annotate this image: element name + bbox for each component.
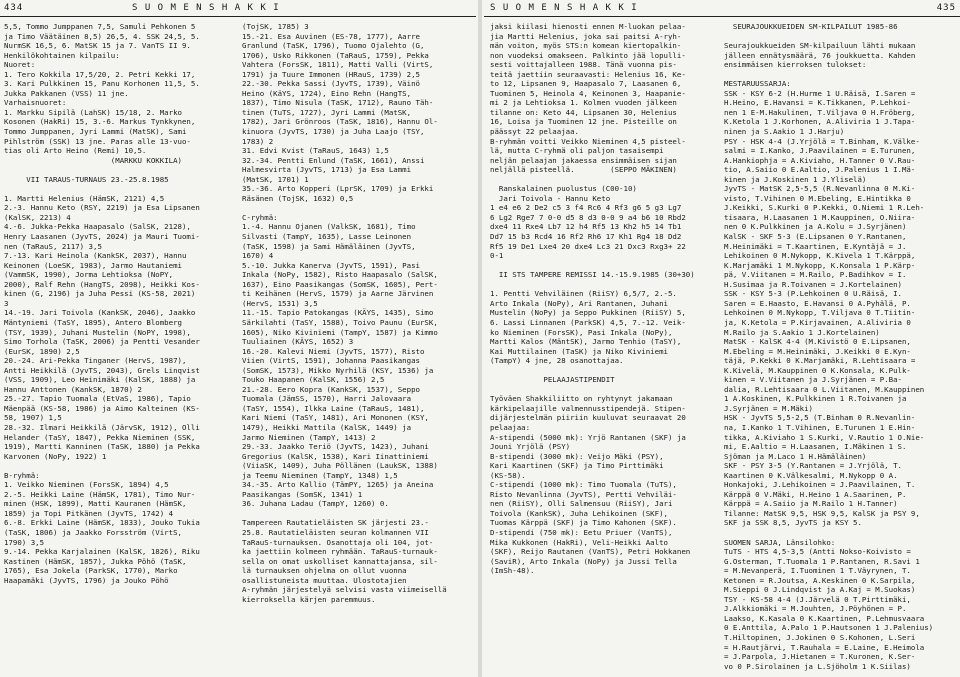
text-line: 20.-24. Ari-Pekka Tinganer (HervS, 1987), [4,356,187,366]
text-line: ja Timo Väätäinen 8,5) 26,5, 4. SSK 24,5, 5. [4,31,200,41]
text-line: nen (TaRauS, 2117) 3,5 [4,241,102,251]
text-line: tio, A.Saiio 0 E.Aaltio, J.Palenius 1 I.Mä- [724,165,916,175]
text-line [490,261,718,271]
text-line: 1791) ja Tuure Immonen (HRauS, 1739) 2,5 [242,69,420,79]
text-line: Henry Laasanen (JyvTS, 2024) ja Mauri Tuomi- [4,232,200,242]
text-line: 4.-6. Jukka-Pekka Haapasalo (SalSK, 2128), [4,222,191,232]
text-line [242,203,474,213]
text-line: Simo Torhola (TaSK, 2006) ja Pentti Vesander [4,337,200,347]
text-line: Risto Nevanlinna (JyvTS), Pertti Vehviläi- [490,489,677,499]
text-line: 1706), Usko Rikkonen (TaRauS, 1759), Pekka [242,50,429,60]
text-line: Viien (VirtS, 1591), Johanna Paasikangas [242,356,420,366]
text-line: 21.-28. Eero Kopra (KankSK, 1537), Seppo [242,384,420,394]
text-line: 25.8. Rautatieläisten seuran kolmannen VII [242,527,429,537]
text-line: Jukka Pakkanen (VSS) 11 jne. [4,88,129,98]
text-line: PSY - HSK 4-4 (J.Yrjölä = T.Binham, K.Välke- [724,136,920,146]
text-line [242,509,474,519]
text-line: 2.-3. Hannu Keto (RSY, 2219) ja Esa Lipsanen [4,203,200,213]
text-line: Kosonen (HakRi) 15, 3.-6. Markus Tynkkynen, [4,117,196,127]
text-line: SSK - KSY 5-3 (P.Lehkoinen 0 U.Räisä, I. [724,289,902,299]
text-line: 1. Markku Sipilä (LahSK) 15/18, 2. Marko [4,107,182,117]
text-line: mi, E.Aaltio = H.Laasanen, I.Mäkinen 1 S. [724,442,907,452]
text-line: tisaara, H.Laasanen 1 M.Kauppinen, O.Niira- [724,212,916,222]
text-line: MESTARUUSSARJA: [724,79,791,89]
right-page-header [482,0,960,16]
text-line: Vahtera (ForsSK, 1811), Matti Valli (VirtS, [242,60,434,70]
text-line: Tuominen 5, Heinola 4, Keinonen 3, Haapanie- [490,88,686,98]
text-line: Keinonen (LoeSK, 1983), Jarmo Hautaniemi [4,260,182,270]
text-line: 15.-21. Esa Auvinen (ES-78, 1777), Aarre [242,31,420,41]
left-page-number: 434 [4,3,24,13]
text-line: NurmSK 16,5, 6. MatSK 15 ja 7. VanTS II 9. [4,41,191,51]
text-line: (VSS, 1909), Leo Heinimäki (KalSK, 1888) ja [4,375,196,385]
text-line: Kai Muttilainen (TaSK) ja Niko Kiviniemi [490,346,668,356]
text-line: 28.-32. Ilmari Heikkilä (JärvSK, 1912), Olli [4,422,200,432]
text-line: non vuodeksi omakseen. Palkinto jää lopulli- [490,50,686,60]
text-line: to 12, Lipsanen 9, Haapasalo 7, Laasanen 6, [490,79,682,89]
text-line: Hannu Anttonen (KankSK, 1870) 2 [4,384,142,394]
text-line: 29.-33. Jaakko Teriö (JyvTS, 1423), Juhani [242,442,429,452]
text-line: K.Kivelä, M.Kauppinen 0 K.Konsala, K.Pulk- [724,365,911,375]
text-line: ja, K.Ketola = P.Kirjavainen, A.Aliviria 0 [724,317,911,327]
text-line: (VammSK, 1990), Jorma Lehtioksa (NoPY, [4,270,174,280]
text-line: Halmesvirta (JyvTS, 1713) ja Esa Lammi [242,165,412,175]
text-line: (EurSK, 1890) 2,5 [4,346,80,356]
text-line: jia Martti Helenius, joka sai paitsi A-ryh- [490,31,682,41]
text-line: salmi = I.Kanko, J.Paavilainen = E.Turunen, [724,146,916,156]
text-line: Rf5 19 De1 Lxe4 20 dxe4 Lc3 21 Dxc3 Rxg3+ 22 [490,241,686,251]
left-page-header [0,0,478,16]
text-line: (ViiaSK, 1409), Juha Pöllänen (LaukSK, 1388) [242,461,438,471]
text-line: (TaSK, 1598) ja Sami Hämäläinen (JyvTS, [242,241,416,251]
text-line: (TaSK, 1806) ja Jaakko Forsström (VirtS, [4,527,182,537]
text-line: KalSK - SKF 5-3 (E.Lipsanen 0 Y.Rantanen, [724,232,907,242]
text-line: sella on omat uskolliset kannattajansa, sil- [242,556,438,566]
text-line: 5.-10. Jukka Kanerva (JyvTS, 1591), Pasi [242,260,420,270]
text-line [724,528,956,538]
text-line: Heino (KäYS, 1724), Eino Rehn (HangTS, [242,88,412,98]
text-line: kärkipelaajille valmennusstipendejä. Stipen- [490,403,686,413]
text-line: (MatSK, 1701) 1 [242,174,309,184]
text-line: Mäntyniemi (TaSY, 1895), Antero Blomberg [4,317,182,327]
page-spine [478,0,482,677]
text-line: K.Ketola 1 J.Korhonen, A.Aliviria 1 J.Tapa- [724,117,916,127]
text-line: Tuomas Kärppä (SKF) ja Timo Kahonen (SKF). [490,518,677,528]
text-line: pelaajaa: [490,422,531,432]
text-line: J.Alkkiomäki = M.Jouhten, J.Pöyhönen = P. [724,604,907,614]
text-line: 31. Edvi Kvist (TaRauS, 1643) 1,5 [242,146,389,156]
text-line: Kastinen (HämSK, 1857), Jukka Pöhö (TaSK, [4,556,187,566]
text-line: Kärppä 0 V.Mäki, H.Heino 1 A.Saarinen, P. [724,489,907,499]
text-line: Silvasti (TampY, 1635), Lasse Leinonen [242,232,412,242]
text-line: Tilanne: MatSK 9,5, HSK 9,5, KalSK ja PSY 9, [724,508,920,518]
text-line: 3. Kari Pulkkinen 15, Panu Korhonen 11,5, 5. [4,79,200,89]
text-line [4,165,236,175]
text-line: Jouni Yrjölä (PSY) [490,442,571,452]
text-line: Antti Heikkilä (JyvTS, 2043), Grels Linqvist [4,365,200,375]
text-line: dalia, R.Lehtisaara 0 L.Viitanen, M.Kauppinen [724,384,925,394]
text-line: HSK - JyvTS 5,5-2,5 (T.Binham 0 R.Nevanlin- [724,413,916,423]
text-line: ninen ja S.Aakio 1 J.Harju) [724,127,845,137]
text-line: Ranskalainen puolustus (C00-10) [490,184,637,194]
text-line: 22.-30. Pekka Sassi (JyvTS, 1739), Väinö [242,79,420,89]
text-line: Sjöman ja M.Laco 1 H.Hämäläinen) [724,451,867,461]
text-line: 1. Tero Kokkila 17,5/20, 2. Petri Kekki 17, [4,69,196,79]
text-line: PELAAJASTIPENDIT [490,375,615,385]
text-line: (ImSh-48). [490,566,535,576]
text-line [490,175,718,185]
text-line: dijärjestelmän piiriin kuuluvat seuraavat 20 [490,413,686,423]
right-running-head: S U O M E N S H A K K I [490,3,638,13]
text-line: J.Keikki, S.Kurki 0 P.Kekki, O.Niemi 1 R.Leh- [724,203,925,213]
text-line: Jarmo Nieminen (TampY, 1413) 2 [242,432,376,442]
text-line: Lehikoinen 0 M.Nykopp, K.Kivela 1 T.Kärppä, [724,251,916,261]
text-line: TaRauS-turnauksen. Osanottaja oli 104, jot- [242,537,434,547]
text-line: täjä, P.Kekki 0 K.Marjamäki, R.Lehtisaara = [724,356,916,366]
text-line: Karvonen (NoPy, 1922) 1 [4,451,107,461]
text-line: tinen (TuTS, 1727), Jyri Lammi (MatSK, [242,107,412,117]
text-line: osallistuneista muuttaa. Ulostotajien [242,575,407,585]
text-line: 1. Pentti Vehviläinen (RiiSY) 6,5/7, 2.-5. [490,289,677,299]
text-line: kinuora (JyvTS, 1730) ja Juha Laajo (TSY, [242,127,425,137]
text-line: Honkajoki, J.Lehikoinen = J.Paavilainen, T. [724,480,916,490]
text-line: Räsänen (TojSK, 1632) 0,5 [242,193,354,203]
text-line: Pihlström (SSK) 13 jne. Paras alle 13-vuo- [4,136,191,146]
text-line: B-ryhmä: [4,470,40,480]
text-line: K.Marjamäki 1 M.Nykopp, K.Konsala 1 P.Kärp- [724,260,916,270]
text-line: 1783) 2 [242,136,274,146]
text-line: 2.-5. Heikki Laine (HämSK, 1781), Timo Nur- [4,489,196,499]
text-line: II STS TAMPERE REMISSI 14.-15.9.1985 (30+30) [490,270,695,280]
text-column-2 [242,22,474,604]
text-line: B-stipendi (3000 mk): Veijo Mäki (PSY), [490,451,664,461]
left-header-rule [0,16,476,17]
text-line: Jari Toivola - Hannu Keto [490,193,611,203]
text-line: (MARKKU KOKKILA) [4,155,182,165]
text-line: D-stipendi (750 mk): Eetu Priuer (VanTS), [490,527,673,537]
text-line: Saren = E.Haasto, E.Havansi 0 A.Pyhälä, P. [724,298,911,308]
text-line: Tommo Jumppanen, Jyri Lammi (MatSK), Sami [4,127,187,137]
text-line: neljällä pisteellä. (SEPPO MÄKINEN) [490,165,677,175]
text-line: Laakso, K.Kasala 0 K.Kaartinen, P.Lehmusvaara [724,613,925,623]
text-line: TuTS - HTS 4,5-3,5 (Antti Nokso-Koivisto = [724,547,911,557]
text-line: 5,5, Tommo Jumppanen 7,5, Samuli Pehkonen 5 [4,22,196,31]
text-line: Arto Inkala (NoPy), Ari Rantanen, Juhani [490,298,668,308]
text-line: (KalSK, 2213) 4 [4,212,71,222]
text-line: 1837), Timo Nisula (TaSK, 1712), Rauno Täh- [242,98,434,108]
text-line: Touko Haapanen (KalSK, 1556) 2,5 [242,375,385,385]
text-line: T.Hiltopinen, J.Jokinen 0 S.Kohonen, L.Seri [724,633,916,642]
text-line: M.Sieppi 0 J.Lindqvist ja A.Kaj = M.Suokas) [724,585,916,595]
text-line: na, I.Kanko 1 T.Vihinen, E.Turunen 1 E.Hin- [724,422,916,432]
text-line: ti Keihänen (HervS, 1579) ja Aarne Järvinen [242,289,434,299]
text-line: H.Susimaa ja R.Toivanen = J.Kortelainen) [724,279,902,289]
text-line: 16, Loisa ja Tuominen 12 jne. Pisteille on [490,117,677,127]
text-line: ka jaettiin kolmeen ryhmään. TaRauS-turnauk- [242,547,438,557]
text-line [4,461,236,471]
text-line: MatSK - KalSK 4-4 (M.Kivistö 0 E.Lipsanen, [724,337,911,347]
text-column-3 [490,22,718,576]
text-line: Kärppä = A.Saiio ja M.Railo 1 H.Tanner) [724,499,898,509]
text-line: Kari Kaartinen (SKF) ja Timo Pirttimäki [490,461,664,471]
text-line: M.Railo ja S.Aakio 1 J.Kortelainen) [724,327,880,337]
text-line: lä turnauksen ohjelma on ollut vuonna [242,566,407,576]
text-line: 1765), Esa Jokela (ParkSK, 1770), Marko [4,566,178,576]
text-line: Tampereen Rautatieläisten SK järjesti 23.- [242,518,429,528]
text-line: Varhaisnuoret: [4,98,67,108]
text-line: A.Hankiophja = A.Kiviaho, H.Tanner 0 V.Rau- [724,155,916,165]
text-line: TSY - KS-58 4-4 (J.Järvelä 0 T.Pirttimäki, [724,594,911,604]
text-line: J.Syrjänen = M.Mäki) [724,403,813,413]
text-line: 1 e4 e6 2 De2 c5 3 f4 Rc6 4 Rf3 g6 5 g3 Lg7 [490,203,682,213]
text-line: Mäenpää (KS-58, 1986) ja Aimo Kalteinen (KS- [4,403,200,413]
text-line: kinen (G, 2196) ja Juha Pessi (KS-58, 2021) [4,289,196,299]
text-line: ensimmäisen kierroksen tulokset: [724,60,867,70]
text-line [490,366,718,376]
text-line: SUOMEN SARJA, Länsilohko: [724,537,836,547]
text-line: 1479), Heikki Mattila (KalSK, 1449) ja [242,422,412,432]
text-line: 3 [4,298,9,308]
text-line [4,184,236,194]
text-line: 1670) 4 [242,251,274,261]
text-line: SSK - KSY 6-2 (H.Hurme 1 U.Räisä, I.Saren = [724,88,916,98]
text-line: tilanne on: Keto 44, Lipsanen 30, Helenius [490,107,677,117]
text-line: ko Nieminen (ForsSK), Pasi Inkala (NoPy), [490,327,673,337]
text-line: vo 0 P.Sirolainen ja L.Sjöholm 1 K.Siilas) [724,661,911,671]
text-line: nen (RiiSY), Olli Salmensuu (RiiSY), Jari [490,499,673,509]
text-line: Lehkoinen 0 M.Nykopp, T.Viljava 0 T.Tiitin- [724,308,916,318]
text-line: Toivola (KankSK), Juha Lehikoinen (SKF), [490,508,668,518]
text-line: 0 E.Anttila, A.Palo 1 P.Hautsonen 1 J.Palenius) [724,623,934,633]
text-line: Mika Kukkonen (HakRi), Veli-Heikki Aalto [490,537,668,547]
text-line [490,280,718,290]
right-header-rule [484,16,960,17]
text-line: C-ryhmä: [242,212,278,222]
text-line: 2000), Ralf Rehn (HangTS, 2098), Heikki Kos- [4,279,200,289]
text-line [724,70,956,80]
text-line: (TojSK, 1785) 3 [242,22,309,31]
text-line: A-stipendi (5000 mk): Yrjö Rantanen (SKF) ja [490,432,686,442]
text-line: visto, T.Vihinen 0 M.Ebeling, E.Hintikka 0 [724,193,911,203]
text-line: C-stipendi (1000 mk): Timo Tuomala (TuTS), [490,480,677,490]
text-line: H.Heino, E.Havansi = K.Tikkanen, P.Lehkoi- [724,98,911,108]
text-line: JyvTS - MatSK 2,5-5,5 (R.Nevanlinna 0 M.Ki- [724,184,916,194]
text-line: män voiton, myös STS:n komean kiertopalkin- [490,41,682,51]
text-line: M.Ebeling = M.Heinimäki, J.Keikki 0 E.Kyn- [724,346,911,356]
text-line: (SomSK, 1573), Mikko Nyrhilä (KSY, 1536) ja [242,365,434,375]
text-line: Työväen Shakkiliitto on ryhtynyt jakamaan [490,394,673,404]
text-line: tias oli Arto Heino (Remi) 10,5. [4,146,147,156]
text-line: (TSY, 1939), Juhani Mustelin (NoPY, 1998), [4,327,191,337]
text-line: Gregorius (KalSK, 1538), Kari Iinattiniemi [242,451,429,461]
text-line: kierroksella kärjen paremmuus. [242,594,376,604]
text-line: pä, V.Viitanen = M.Railo, P.Badihkov = I. [724,270,907,280]
text-line: M.Heinimäki = T.Kaartinen, E.Kyntäjä = J. [724,241,907,251]
text-line: 1.-4. Hannu Ojanen (ValkSK, 1681), Timo [242,222,416,232]
text-line: = H.Rautjärvi, T.Rauhala = E.Laine, E.Heimola [724,642,925,652]
text-line: Kaartinen 0 K.Välkesalmi, M.Nykopp 0 A. [724,470,898,480]
text-line: (KS-58). [490,470,526,480]
text-line: VII TARAUS-TURNAUS 23.-25.8.1985 [4,174,169,184]
text-line: teitä jaettiin seuraavasti: Helenius 16, Ke- [490,69,686,79]
text-line: 25.-27. Tapio Tuomala (EtVaS, 1986), Tapio [4,394,191,404]
text-line: SKF - PSY 3-5 (Y.Rantanen = J.Yrjölä, T. [724,461,902,471]
text-line: 1782), Jari Grönroos (TaSK, 1816), Hannu Ol- [242,117,438,127]
text-line: Tuuliainen (KÄYS, 1652) 3 [242,337,354,347]
text-line [490,385,718,395]
text-line: = M.Nevanperä, I.Tuominen 1 T.Väyrynen, T. [724,566,911,576]
text-line: Seurajoukkueiden SM-kilpailuun lähti mukaan [724,41,916,51]
text-line: nen 0 K.Pulkkinen ja A.Kolu = J.Syrjänen) [724,222,907,232]
text-line: 9.-14. Pekka Karjalainen (KalSK, 1826), Riku [4,547,200,557]
text-line: mi 2 ja Lehtioksa 1. Kolmen vuoden jälkeen [490,98,677,108]
text-line: 6 Lg2 Rge7 7 0-0 d5 8 d3 0-0 9 a4 b6 10 Rbd2 [490,212,686,222]
text-line: SKF ja SSK 8,5, JyvTS ja KSY 5. [724,518,862,528]
text-line: lä, mutta C-ryhmä oli paljon tasaisempi [490,146,664,156]
text-line: A-ryhmän järjestelyä selvisi vasta viimeisellä [242,585,447,595]
text-line: jälleen ennätysmäärä, 76 joukkuetta. Kahden [724,50,916,60]
text-line: kinen = V.Viitanen ja J.Syrjänen = P.Ba- [724,375,902,385]
text-line: 1637), Eino Paasikangas (SomSK, 1605), Pert- [242,279,438,289]
text-line: 0-1 [490,251,504,261]
text-line: 14.-19. Jari Toivola (KankSK, 2046), Jaakko [4,308,196,318]
text-line: 11.-15. Tapio Patokangas (KÄYS, 1435), Simo [242,308,434,318]
text-line: 58, 1907) 1,5 [4,413,62,423]
text-line: neljän pelaajan jakaessa ensimmäisen sijan [490,155,677,165]
text-line: (TaSY, 1554), Ilkka Laine (TaRauS, 1481), [242,403,425,413]
text-line: Martti Kalos (MäntSK), Jarmo Tenhio (TaSY), [490,337,682,347]
text-line: = J.Parpola, J.Hietanen = T.Kuronen, K.Ser- [724,652,916,662]
text-line: 34.-35. Arto Kallio (TämPY, 1265) ja Aneina [242,480,434,490]
text-line: kinen ja J.Koskinen 1 J.Yliselä) [724,174,867,184]
text-line: ja Teemu Nieminen (TampY, 1348) 1,5 [242,470,398,480]
text-line: 35.-36. Arto Kopperi (LprSK, 1709) ja Erkki [242,184,434,194]
text-line: B-ryhmän voitti Veikko Nieminen 4,5 pisteel- [490,136,686,146]
text-line: 6. Lassi Linnanen (ParkSK) 4,5, 7.-12. Veik- [490,317,686,327]
text-line: 7.-13. Kari Heinola (KankSK, 2037), Hannu [4,251,187,261]
text-line: Haapamäki (JyvTS, 1796) ja Jouko Pöhö [4,575,169,585]
text-line: 16.-20. Kalevi Niemi (JyvTS, 1577), Risto [242,346,425,356]
text-line: sesti voittajalleen 1988. Tänä vuonna pis- [490,60,677,70]
text-line [724,32,956,42]
text-line: Tuomala (JämSS, 1570), Harri Jalovaara [242,394,412,404]
text-line: 1859) ja Topi Pitkänen (JyvTS, 1742) 4 [4,508,174,518]
text-line: Granlund (TaSK, 1796), Tuomo Ojalehto (G, [242,41,425,51]
text-line: (SaviR), Arto Inkala (NoPy) ja Jussi Tella [490,556,677,566]
text-line: dxe4 11 Rxe4 Lb7 12 h4 Rf5 13 Kh2 h5 14 Tb1 [490,222,682,232]
text-line: 1790) 3,5 [4,537,45,547]
right-page-number: 435 [936,3,956,13]
text-line: 1605), Niko Kiviniemi (TampY, 1587) ja Kimmo [242,327,438,337]
text-line: Inkala (NoPy, 1582), Risto Haapasalo (SalSK, [242,270,438,280]
text-line: minen (HSK, 1899), Matti Kauranen (HämSK, [4,499,187,509]
text-line: Dd7 15 b3 Rcd4 16 Rf2 Rh6 17 Kh1 Rg4 18 Dd2 [490,232,682,242]
text-line: Kari Niemi (TaSY, 1481), Ari Mononen (KSY, [242,413,429,423]
text-line: 1. Veikko Nieminen (ForsSK, 1894) 4,5 [4,480,169,490]
text-line: (TampY) 4 jne, 28 osanottajaa. [490,356,624,366]
text-line: (HervS, 1531) 3,5 [242,298,318,308]
text-column-1 [4,22,236,585]
text-line: 6.-8. Erkki Laine (HämSK, 1833), Jouko Tukia [4,518,200,528]
text-line: 1. Martti Helenius (HämSK, 2121) 4,5 [4,193,165,203]
text-line: (SKF), Reijo Rautanen (VanTS), Petri Hokkanen [490,547,691,557]
text-line: päässyt 22 pelaajaa. [490,127,579,137]
text-line: Helander (TaSY, 1847), Pekka Nieminen (SSK, [4,432,196,442]
text-line: Särkilahti (TaSY, 1588), Toivo Paunu (EurSK, [242,317,438,327]
text-line: 36. Juhana Ladau (TampY, 1260) 0. [242,499,389,509]
left-running-head: S U O M E N S H A K K I [132,3,280,13]
text-line: Paasikangas (SomSK, 1341) 1 [242,489,363,499]
text-line: Nuoret: [4,60,36,70]
text-line: Mustelin (NoPy) ja Seppo Pukkinen (RiiSY) 5, [490,308,686,318]
text-line: 1 A.Koskinen, K.Pulkkinen 1 R.Toivanen ja [724,394,907,404]
text-line: tikka, A.Kiviaho 1 S.Kurki, V.Rautio 1 O.Nie- [724,432,925,442]
text-line: nen 1 E-M.Hakulinen, T.Viljava 0 H.Fröberg, [724,107,916,117]
text-line: G.Osterman, T.Tuomala 1 P.Rantanen, R.Savi 1 [724,556,920,566]
text-line: Ketonen = R.Joutsa, A.Keskinen 0 K.Sarpila, [724,575,916,585]
text-line: jaksi kiilasi hienosti ennen M-luokan pelaa- [490,22,686,31]
text-line: Henkilökohtainen kilpailu: [4,50,120,60]
text-line: 32.-34. Pentti Enlund (TaSK, 1661), Anssi [242,155,425,165]
text-column-4 [724,22,956,671]
text-line: SEURAJOUKKUEIDEN SM-KILPAILUT 1985-86 [724,22,898,31]
text-line: 1919), Martti Kanninen (TaSK, 1880) ja Pekka [4,442,200,452]
